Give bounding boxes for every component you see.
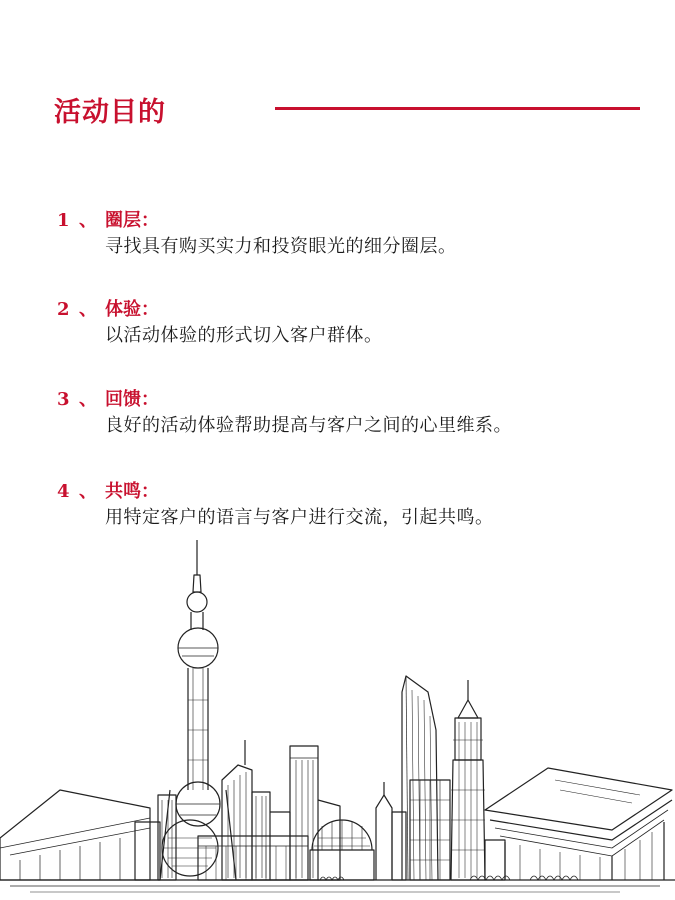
purpose-separator: 、 [79,299,97,320]
dome-building [310,820,374,880]
purpose-separator: 、 [79,210,97,231]
purpose-heading [57,385,159,411]
purpose-separator: 、 [79,389,97,410]
purpose-description: 用特定客户的语言与客户进行交流，引起共鸣。 [105,507,494,528]
left-museum-building [0,790,150,880]
purpose-description: 寻找具有购买实力和投资眼光的细分圈层。 [105,236,457,257]
purpose-title: 圈层： [105,210,159,231]
oriental-pearl-tower [160,540,236,880]
title-divider [275,107,640,110]
purpose-description: 以活动体验的形式切入客户群体。 [105,325,383,346]
china-pavilion [485,768,672,880]
mid-tower-cluster [222,740,340,880]
purpose-title: 体验： [105,299,159,320]
long-low-building [198,836,308,880]
purpose-number: 3 [57,389,70,410]
purpose-title: 回馈： [105,389,159,410]
purpose-number: 2 [57,299,70,320]
purpose-heading [57,477,159,503]
purpose-number: 4 [57,481,70,502]
jin-mao-tower [451,680,485,880]
ground-lines [0,880,675,892]
page-title: 活动目的 [54,97,166,128]
purpose-heading [57,206,159,232]
mid-right-blocks [410,780,505,880]
purpose-heading [57,295,159,321]
purpose-separator: 、 [79,481,97,502]
purpose-number: 1 [57,210,70,231]
purpose-title: 共鸣： [105,481,159,502]
purpose-description: 良好的活动体验帮助提高与客户之间的心里维系。 [105,415,512,436]
city-skyline-illustration [0,535,675,900]
